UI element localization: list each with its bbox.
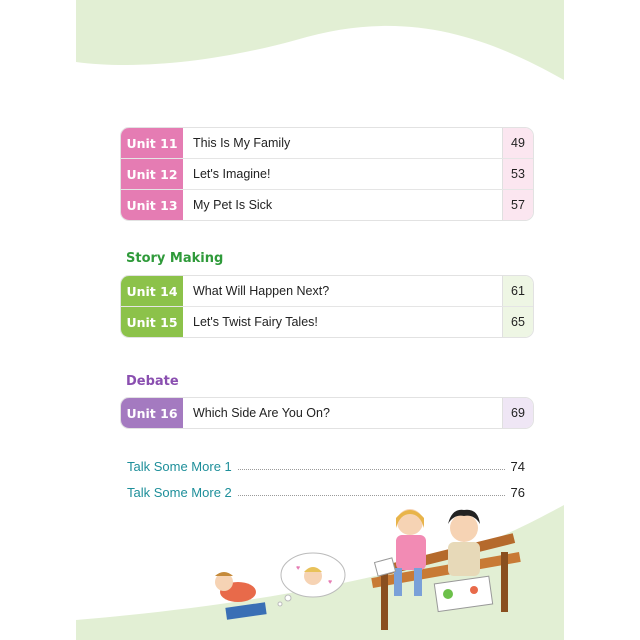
unit-label: Unit 13 <box>121 190 183 220</box>
unit-row-14[interactable] <box>121 276 533 306</box>
svg-text:♥: ♥ <box>296 565 301 572</box>
extra-page-number: 76 <box>510 485 525 500</box>
unit-table-group-3 <box>120 397 534 429</box>
children-reading-illustration <box>76 470 564 640</box>
extra-label: Talk Some More 1 <box>127 459 232 474</box>
top-wave-decoration <box>76 0 564 90</box>
unit-label: Unit 16 <box>121 398 183 428</box>
extra-label: Talk Some More 2 <box>127 485 232 500</box>
unit-row-13[interactable] <box>121 189 533 220</box>
unit-label: Unit 15 <box>121 307 183 337</box>
unit-title: This Is My Family <box>193 136 291 150</box>
unit-row-15[interactable] <box>121 306 533 337</box>
unit-title: Let's Imagine! <box>193 167 271 181</box>
unit-title: What Will Happen Next? <box>193 284 330 298</box>
unit-page-number: 69 <box>502 398 533 428</box>
unit-page-number: 49 <box>502 128 533 158</box>
unit-label: Unit 11 <box>121 128 183 158</box>
section-heading-story-making: Story Making <box>126 251 224 266</box>
unit-table-group-2 <box>120 275 534 338</box>
unit-page-number: 53 <box>502 159 533 189</box>
unit-row-16[interactable] <box>121 398 533 428</box>
unit-title: Which Side Are You On? <box>193 406 330 420</box>
unit-label: Unit 14 <box>121 276 183 306</box>
unit-page-number: 57 <box>502 190 533 220</box>
unit-table-group-1 <box>120 127 534 221</box>
unit-row-11[interactable] <box>121 128 533 158</box>
svg-text:♥: ♥ <box>328 579 333 586</box>
section-heading-debate: Debate <box>126 374 179 389</box>
unit-page-number: 61 <box>502 276 533 306</box>
table-of-contents-page <box>76 0 564 640</box>
unit-label: Unit 12 <box>121 159 183 189</box>
unit-title: My Pet Is Sick <box>193 198 273 212</box>
unit-title: Let's Twist Fairy Tales! <box>193 315 318 329</box>
unit-row-12[interactable] <box>121 158 533 189</box>
unit-page-number: 65 <box>502 307 533 337</box>
extra-page-number: 74 <box>510 459 525 474</box>
